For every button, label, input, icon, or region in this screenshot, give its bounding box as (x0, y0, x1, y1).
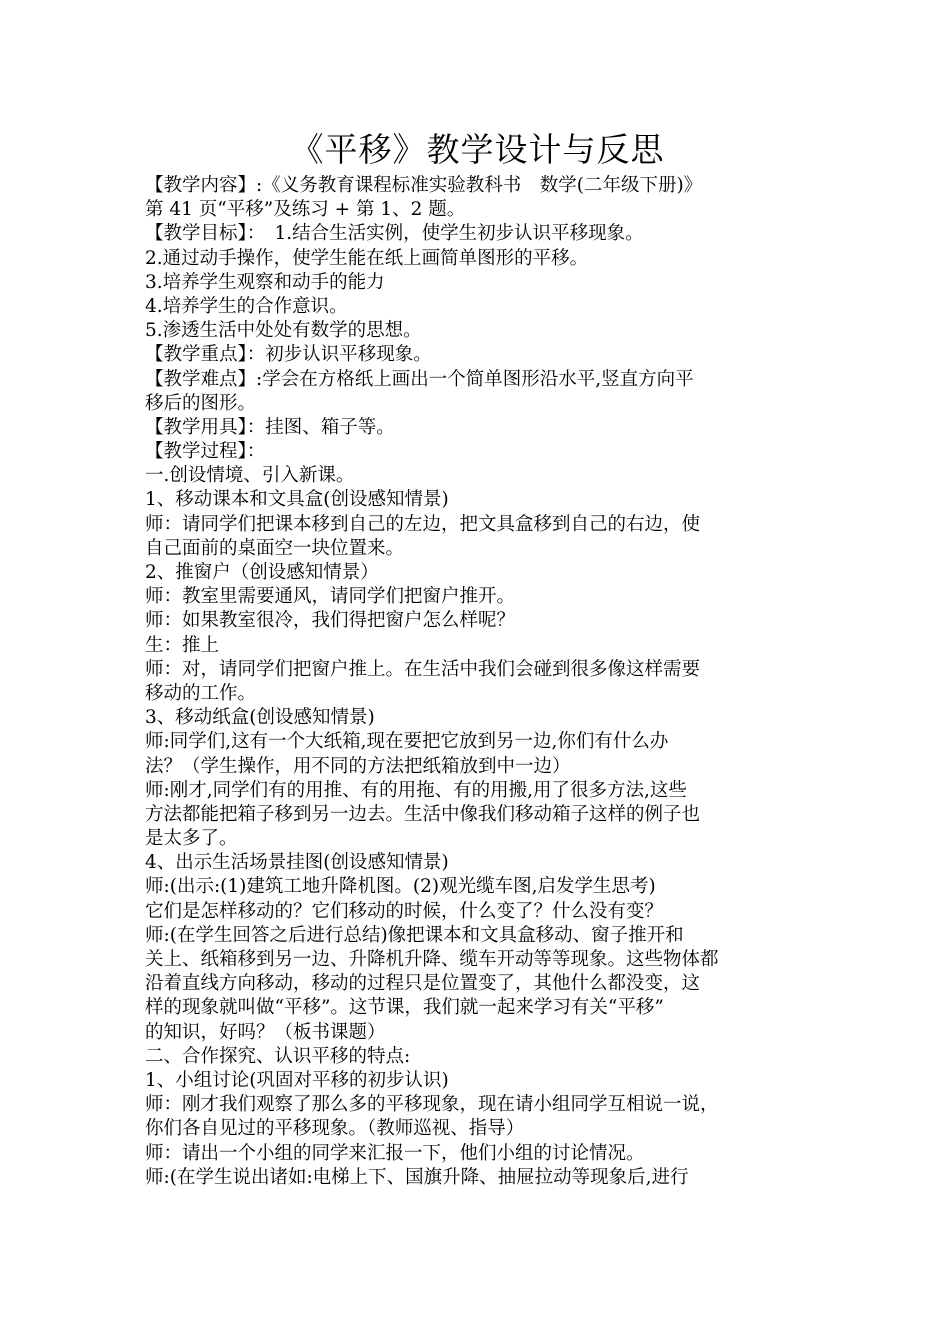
text-line: 4、出示生活场景挂图(创设感知情景) (145, 852, 449, 874)
text-line: 自己面前的桌面空一块位置来。 (145, 537, 405, 559)
text-line: 【教学内容】:《义务教育课程标准实验教科书 数学(二年级下册)》 (145, 175, 703, 196)
text-line: 师：对，请同学们把窗户推上。在生活中我们会碰到很多像这样需要 (145, 658, 701, 680)
document-body (145, 174, 810, 1190)
text-line: 一.创设情境、引入新课。 (145, 465, 355, 487)
text-line: 师:刚才,同学们有的用推、有的用拖、有的用搬,用了很多方法,这些 (145, 779, 687, 801)
text-line: 【教学难点】:学会在方格纸上画出一个简单图形沿水平,竖直方向平 (145, 368, 694, 390)
text-line: 二、合作探究、认识平移的特点: (145, 1045, 411, 1067)
text-line: 是太多了。 (145, 828, 238, 850)
document-title: 《平移》教学设计与反思 (290, 130, 665, 169)
document-page (145, 128, 810, 1190)
text-line: 师:(在学生回答之后进行总结)像把课本和文具盒移动、窗子推开和 (145, 924, 684, 946)
text-line: 的知识，好吗？（板书课题） (145, 1021, 386, 1043)
text-line: 【教学过程】： (145, 441, 266, 463)
text-line: 1、小组讨论(巩固对平移的初步认识) (145, 1069, 449, 1091)
text-line: 生：推上 (145, 634, 220, 656)
text-line: 沿着直线方向移动，移动的过程只是位置变了，其他什么都没变，这 (145, 973, 701, 995)
text-line: 师：教室里需要通风，请同学们把窗户推开。 (145, 586, 516, 608)
text-line: 法？（学生操作，用不同的方法把纸箱放到中一边） (145, 755, 571, 777)
text-line: 【教学重点】：初步认识平移现象。 (145, 344, 432, 366)
text-line: 师:同学们,这有一个大纸箱,现在要把它放到另一边,你们有什么办 (145, 731, 669, 753)
text-line: 2.通过动手操作，使学生能在纸上画简单图形的平移。 (145, 247, 589, 269)
text-line: 师:(在学生说出诸如:电梯上下、国旗升降、抽屉拉动等现象后,进行 (145, 1166, 689, 1188)
text-line: 师:(出示:(1)建筑工地升降机图。(2)观光缆车图,启发学生思考) (145, 876, 656, 898)
text-line: 师：如果教室很冷，我们得把窗户怎么样呢？ (145, 610, 516, 632)
text-line: 3.培养学生观察和动手的能力 (145, 271, 385, 293)
text-line: 方法都能把箱子移到另一边去。生活中像我们移动箱子这样的例子也 (145, 803, 701, 825)
text-line: 【教学目标】： 1.结合生活实例，使学生初步认识平移现象。 (145, 223, 644, 245)
text-line: 移后的图形。 (145, 392, 257, 414)
text-line: 第 41 页“平移”及练习 + 第 1、2 题。 (145, 199, 466, 221)
text-line: 【教学用具】：挂图、箱子等。 (145, 416, 395, 438)
text-line: 4.培养学生的合作意识。 (145, 295, 348, 317)
text-line: 3、移动纸盒(创设感知情景) (145, 707, 375, 729)
text-line: 样的现象就叫做“平移”。这节课，我们就一起来学习有关“平移” (145, 997, 664, 1019)
text-line: 师：请出一个小组的同学来汇报一下，他们小组的讨论情况。 (145, 1142, 645, 1164)
text-line: 2、推窗户（创设感知情景） (145, 562, 379, 583)
text-line: 移动的工作。 (145, 682, 257, 704)
text-line: 师：刚才我们观察了那么多的平移现象，现在请小组同学互相说一说， (145, 1094, 719, 1116)
text-line: 5.渗透生活中处处有数学的思想。 (145, 320, 422, 342)
text-line: 你们各自见过的平移现象。（教师巡视、指导） (145, 1118, 525, 1140)
text-line: 它们是怎样移动的？它们移动的时候，什么变了？什么没有变？ (145, 900, 664, 922)
text-line: 师：请同学们把课本移到自己的左边，把文具盒移到自己的右边，使 (145, 513, 701, 535)
text-line: 关上、纸箱移到另一边、升降机升降、缆车开动等等现象。这些物体都 (145, 949, 719, 970)
text-line: 1、移动课本和文具盒(创设感知情景) (145, 489, 449, 511)
